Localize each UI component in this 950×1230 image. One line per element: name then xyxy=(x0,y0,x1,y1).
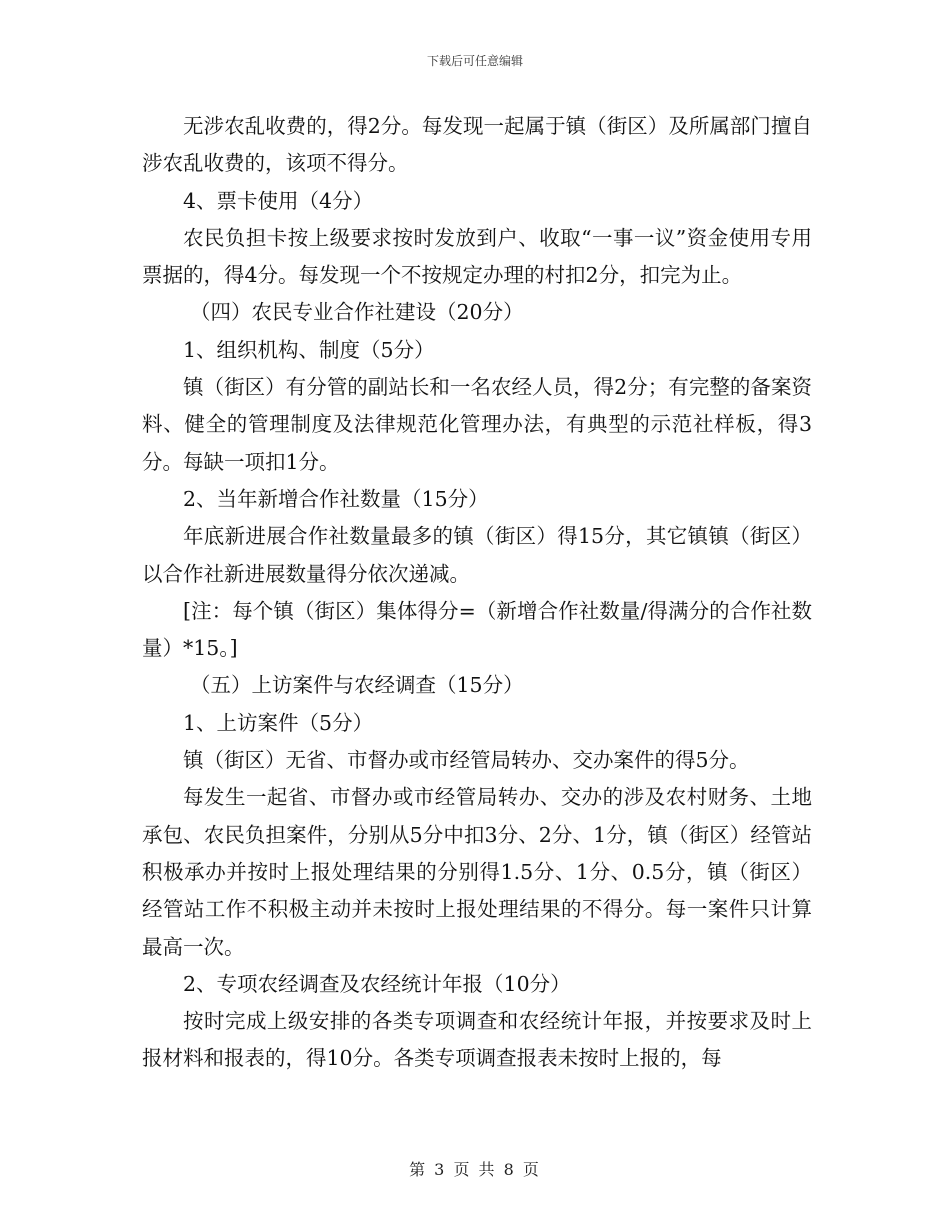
subheading-surveys: 2、专项农经调查及农经统计年报（10分） xyxy=(183,971,571,996)
section-heading-ticket-card: 4、票卡使用（4分） xyxy=(183,188,374,213)
page-number: 第 3 页 共 8 页 xyxy=(409,1160,541,1179)
subheading-organization: 1、组织机构、制度（5分） xyxy=(183,337,435,362)
paragraph-6: 镇（街区）有分管的副站长和一名农经人员，得2分；有完整的备案资料、健全的管理制度及法律规范化管理办法，有典型的示范社样板，得3分。每缺一项扣1分。 xyxy=(142,375,812,474)
section-heading-petitions: （五）上访案件与农经调查（15分） xyxy=(190,673,524,698)
paragraph-3: 农民负担卡按上级要求按时发放到户、收取“一事一议”资金使用专用票据的，得4分。每发现一个不按规定办理的村扣2分，扣完为止。 xyxy=(142,225,812,288)
subheading-new-cooperatives: 2、当年新增合作社数量（15分） xyxy=(183,486,489,511)
paragraph-13: 每发生一起省、市督办或市经管局转办、交办的涉及农村财务、土地承包、农民负担案件，分别从5分中扣3分、2分、1分，镇（街区）经管站积极承办并按时上报处理结果的分别得1.5分、1分、0.5分，镇（街区）经管站工作不积极主动并未按时上报处理结果的不得分。每一案件只计算最高一次。 xyxy=(142,785,812,959)
paragraph-8: 年底新进展合作社数量最多的镇（街区）得15分，其它镇镇（街区）以合作社新进展数量得分依次递减。 xyxy=(142,524,812,586)
paragraph-15: 按时完成上级安排的各类专项调查和农经统计年报，并按要求及时上报材料和报表的，得10分。各类专项调查报表未按时上报的，每 xyxy=(142,1009,812,1071)
subheading-petition-cases: 1、上访案件（5分） xyxy=(183,710,374,735)
section-heading-cooperative: （四）农民专业合作社建设（20分） xyxy=(190,300,524,325)
document-body xyxy=(142,108,812,1078)
formula-note: [注：每个镇（街区）集体得分=（新增合作社数量/得满分的合作社数量）*15。] xyxy=(142,598,812,661)
page-header: 下载后可任意编辑 xyxy=(426,54,523,68)
paragraph-1: 无涉农乱收费的，得2分。每发现一起属于镇（街区）及所属部门擅自涉农乱收费的，该项不得分。 xyxy=(142,114,812,176)
paragraph-12: 镇（街区）无省、市督办或市经管局转办、交办案件的得5分。 xyxy=(183,748,750,773)
